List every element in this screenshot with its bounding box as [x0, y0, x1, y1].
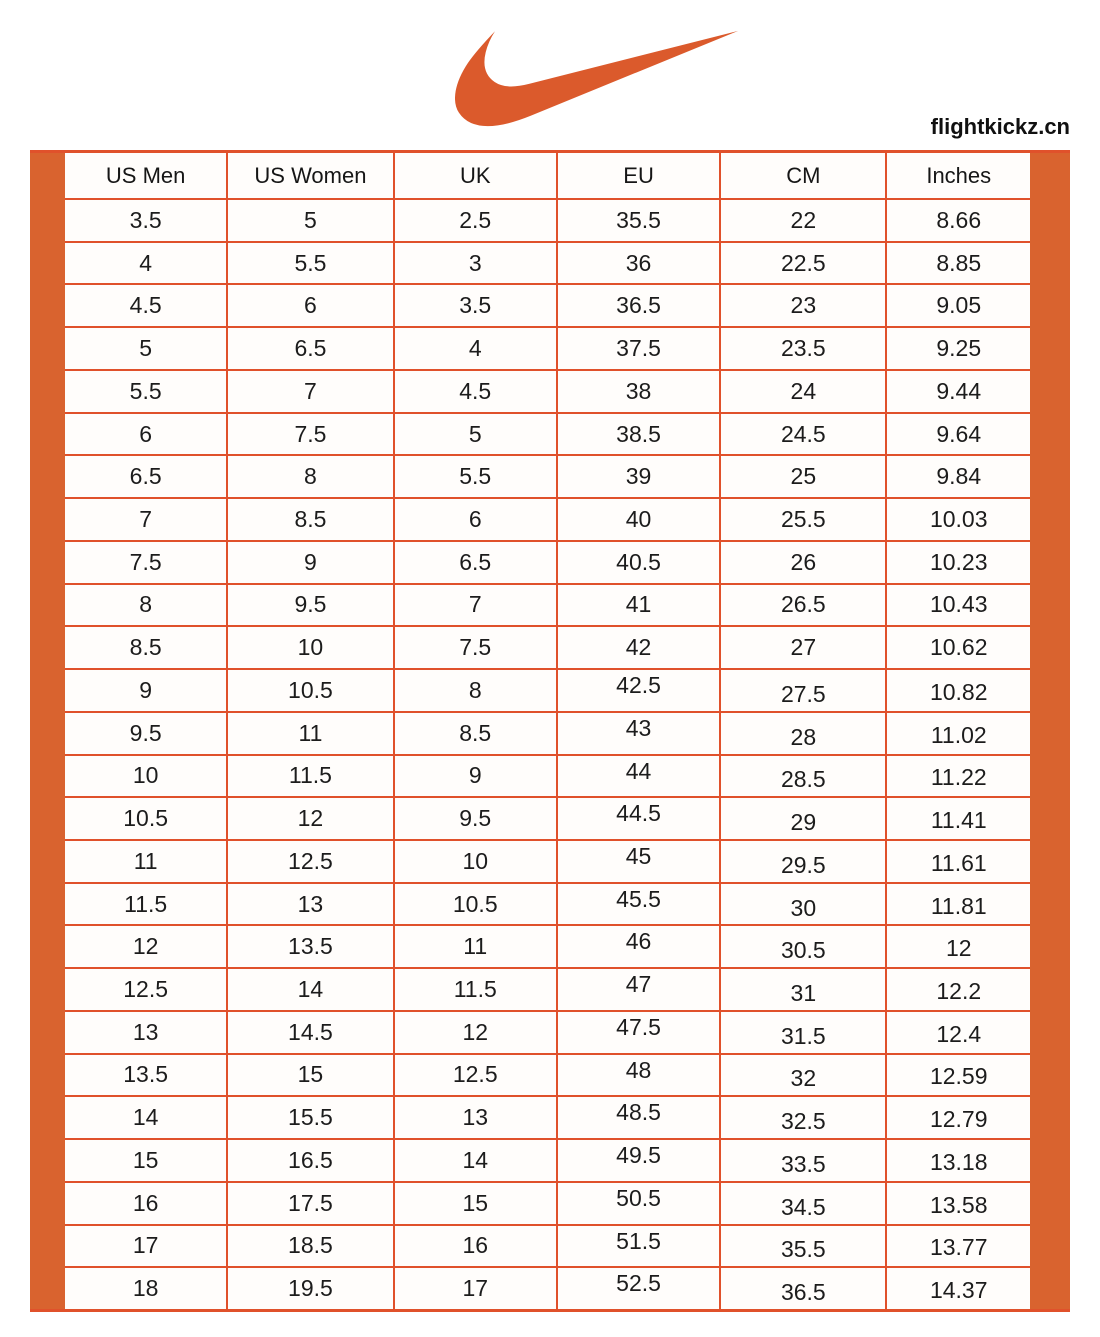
size-cell: 5.5	[228, 243, 392, 284]
size-cell: 29.5	[721, 841, 885, 882]
size-cell: 31.5	[721, 1012, 885, 1053]
size-cell: 3.5	[395, 285, 556, 326]
size-cell: 6.5	[65, 456, 226, 497]
size-cell: 16	[65, 1183, 226, 1224]
size-cell: 48	[558, 1055, 719, 1096]
size-cell: 37.5	[558, 328, 719, 369]
size-cell: 12.2	[887, 969, 1030, 1010]
size-cell: 4	[395, 328, 556, 369]
size-cell: 43	[558, 713, 719, 754]
size-cell: 6.5	[395, 542, 556, 583]
size-cell: 14.37	[887, 1268, 1030, 1309]
size-cell: 24	[721, 371, 885, 412]
size-cell: 7.5	[65, 542, 226, 583]
size-cell: 7	[228, 371, 392, 412]
size-cell: 7.5	[228, 414, 392, 455]
size-cell: 13.58	[887, 1183, 1030, 1224]
size-cell: 13.77	[887, 1226, 1030, 1267]
size-cell: 8.5	[395, 713, 556, 754]
size-cell: 31	[721, 969, 885, 1010]
size-cell: 30	[721, 884, 885, 925]
size-cell: 51.5	[558, 1226, 719, 1267]
size-cell: 10.23	[887, 542, 1030, 583]
size-cell: 27.5	[721, 670, 885, 711]
size-cell: 4.5	[395, 371, 556, 412]
size-cell: 6	[65, 414, 226, 455]
size-cell: 12.5	[228, 841, 392, 882]
size-cell: 19.5	[228, 1268, 392, 1309]
size-cell: 25	[721, 456, 885, 497]
size-cell: 9	[228, 542, 392, 583]
size-cell: 32	[721, 1055, 885, 1096]
size-cell: 15	[395, 1183, 556, 1224]
size-cell: 17	[395, 1268, 556, 1309]
size-cell: 6.5	[228, 328, 392, 369]
size-cell: 10	[65, 756, 226, 797]
size-cell: 10	[395, 841, 556, 882]
size-cell: 11	[395, 926, 556, 967]
size-cell: 9.84	[887, 456, 1030, 497]
size-cell: 45.5	[558, 884, 719, 925]
size-cell: 7.5	[395, 627, 556, 668]
size-cell: 8.5	[65, 627, 226, 668]
size-cell: 23.5	[721, 328, 885, 369]
size-cell: 35.5	[558, 200, 719, 241]
size-cell: 12.4	[887, 1012, 1030, 1053]
size-cell: 12	[228, 798, 392, 839]
size-cell: 45	[558, 841, 719, 882]
size-cell: 11.81	[887, 884, 1030, 925]
size-cell: 5	[65, 328, 226, 369]
size-cell: 36.5	[721, 1268, 885, 1309]
size-cell: 2.5	[395, 200, 556, 241]
size-conversion-table	[30, 150, 1070, 1312]
size-cell: 50.5	[558, 1183, 719, 1224]
size-cell: 18	[65, 1268, 226, 1309]
size-cell: 5	[228, 200, 392, 241]
size-cell: 5	[395, 414, 556, 455]
size-cell: 13.5	[228, 926, 392, 967]
size-cell: 9	[395, 756, 556, 797]
size-cell: 33.5	[721, 1140, 885, 1181]
size-cell: 14	[65, 1097, 226, 1138]
size-cell: 42	[558, 627, 719, 668]
size-cell: 35.5	[721, 1226, 885, 1267]
size-cell: 8	[395, 670, 556, 711]
size-cell: 12	[395, 1012, 556, 1053]
size-cell: 8	[228, 456, 392, 497]
size-cell: 9	[65, 670, 226, 711]
size-cell: 15	[228, 1055, 392, 1096]
size-cell: 7	[65, 499, 226, 540]
size-cell: 36.5	[558, 285, 719, 326]
size-cell: 10.43	[887, 585, 1030, 626]
size-cell: 23	[721, 285, 885, 326]
size-cell: 12.5	[65, 969, 226, 1010]
size-cell: 17	[65, 1226, 226, 1267]
size-cell: 11.02	[887, 713, 1030, 754]
site-label: flightkickz.cn	[930, 114, 1070, 139]
size-cell: 24.5	[721, 414, 885, 455]
size-cell: 3	[395, 243, 556, 284]
size-cell: 39	[558, 456, 719, 497]
size-cell: 6	[395, 499, 556, 540]
column-header: US Men	[65, 153, 226, 198]
size-cell: 49.5	[558, 1140, 719, 1181]
column-header: US Women	[228, 153, 392, 198]
size-cell: 15.5	[228, 1097, 392, 1138]
size-cell: 12.59	[887, 1055, 1030, 1096]
size-cell: 10.03	[887, 499, 1030, 540]
size-cell: 11	[65, 841, 226, 882]
size-cell: 38.5	[558, 414, 719, 455]
size-cell: 5.5	[395, 456, 556, 497]
size-cell: 12	[887, 926, 1030, 967]
column-header: EU	[558, 153, 719, 198]
size-cell: 40.5	[558, 542, 719, 583]
size-cell: 9.5	[395, 798, 556, 839]
size-cell: 48.5	[558, 1097, 719, 1138]
size-cell: 44	[558, 756, 719, 797]
size-cell: 11.5	[65, 884, 226, 925]
size-cell: 52.5	[558, 1268, 719, 1309]
size-cell: 32.5	[721, 1097, 885, 1138]
size-cell: 9.64	[887, 414, 1030, 455]
size-cell: 16	[395, 1226, 556, 1267]
size-cell: 11.22	[887, 756, 1030, 797]
size-cell: 26	[721, 542, 885, 583]
size-cell: 11.61	[887, 841, 1030, 882]
size-cell: 26.5	[721, 585, 885, 626]
size-cell: 10.5	[65, 798, 226, 839]
column-header: UK	[395, 153, 556, 198]
column-header: Inches	[887, 153, 1030, 198]
size-cell: 3.5	[65, 200, 226, 241]
size-cell: 5.5	[65, 371, 226, 412]
size-cell: 30.5	[721, 926, 885, 967]
size-cell: 16.5	[228, 1140, 392, 1181]
size-cell: 11.5	[395, 969, 556, 1010]
right-accent-bar	[1030, 153, 1070, 1309]
size-cell: 14.5	[228, 1012, 392, 1053]
size-cell: 14	[395, 1140, 556, 1181]
size-cell: 34.5	[721, 1183, 885, 1224]
size-cell: 22	[721, 200, 885, 241]
size-cell: 13	[65, 1012, 226, 1053]
size-cell: 9.44	[887, 371, 1030, 412]
size-cell: 10.5	[228, 670, 392, 711]
size-cell: 10.62	[887, 627, 1030, 668]
size-cell: 12.79	[887, 1097, 1030, 1138]
size-cell: 41	[558, 585, 719, 626]
size-cell: 38	[558, 371, 719, 412]
size-cell: 4	[65, 243, 226, 284]
size-cell: 10	[228, 627, 392, 668]
size-cell: 8	[65, 585, 226, 626]
size-cell: 46	[558, 926, 719, 967]
size-cell: 25.5	[721, 499, 885, 540]
size-cell: 4.5	[65, 285, 226, 326]
size-cell: 8.5	[228, 499, 392, 540]
size-cell: 47	[558, 969, 719, 1010]
size-cell: 7	[395, 585, 556, 626]
size-cell: 9.5	[228, 585, 392, 626]
size-cell: 28.5	[721, 756, 885, 797]
size-cell: 13	[228, 884, 392, 925]
size-cell: 10.82	[887, 670, 1030, 711]
size-cell: 36	[558, 243, 719, 284]
size-cell: 44.5	[558, 798, 719, 839]
size-cell: 12.5	[395, 1055, 556, 1096]
size-cell: 27	[721, 627, 885, 668]
size-cell: 15	[65, 1140, 226, 1181]
size-cell: 22.5	[721, 243, 885, 284]
left-accent-bar	[30, 153, 65, 1309]
size-cell: 18.5	[228, 1226, 392, 1267]
size-cell: 42.5	[558, 670, 719, 711]
size-cell: 11.5	[228, 756, 392, 797]
size-cell: 10.5	[395, 884, 556, 925]
size-cell: 11.41	[887, 798, 1030, 839]
size-cell: 17.5	[228, 1183, 392, 1224]
size-cell: 28	[721, 713, 885, 754]
size-cell: 9.5	[65, 713, 226, 754]
size-cell: 29	[721, 798, 885, 839]
size-cell: 8.66	[887, 200, 1030, 241]
size-cell: 14	[228, 969, 392, 1010]
size-cell: 9.05	[887, 285, 1030, 326]
size-cell: 11	[228, 713, 392, 754]
size-cell: 8.85	[887, 243, 1030, 284]
size-cell: 13.5	[65, 1055, 226, 1096]
size-cell: 9.25	[887, 328, 1030, 369]
size-cell: 13	[395, 1097, 556, 1138]
size-cell: 47.5	[558, 1012, 719, 1053]
size-cell: 40	[558, 499, 719, 540]
size-cell: 6	[228, 285, 392, 326]
size-grid	[65, 153, 1030, 1309]
size-cell: 13.18	[887, 1140, 1030, 1181]
column-header: CM	[721, 153, 885, 198]
size-cell: 12	[65, 926, 226, 967]
